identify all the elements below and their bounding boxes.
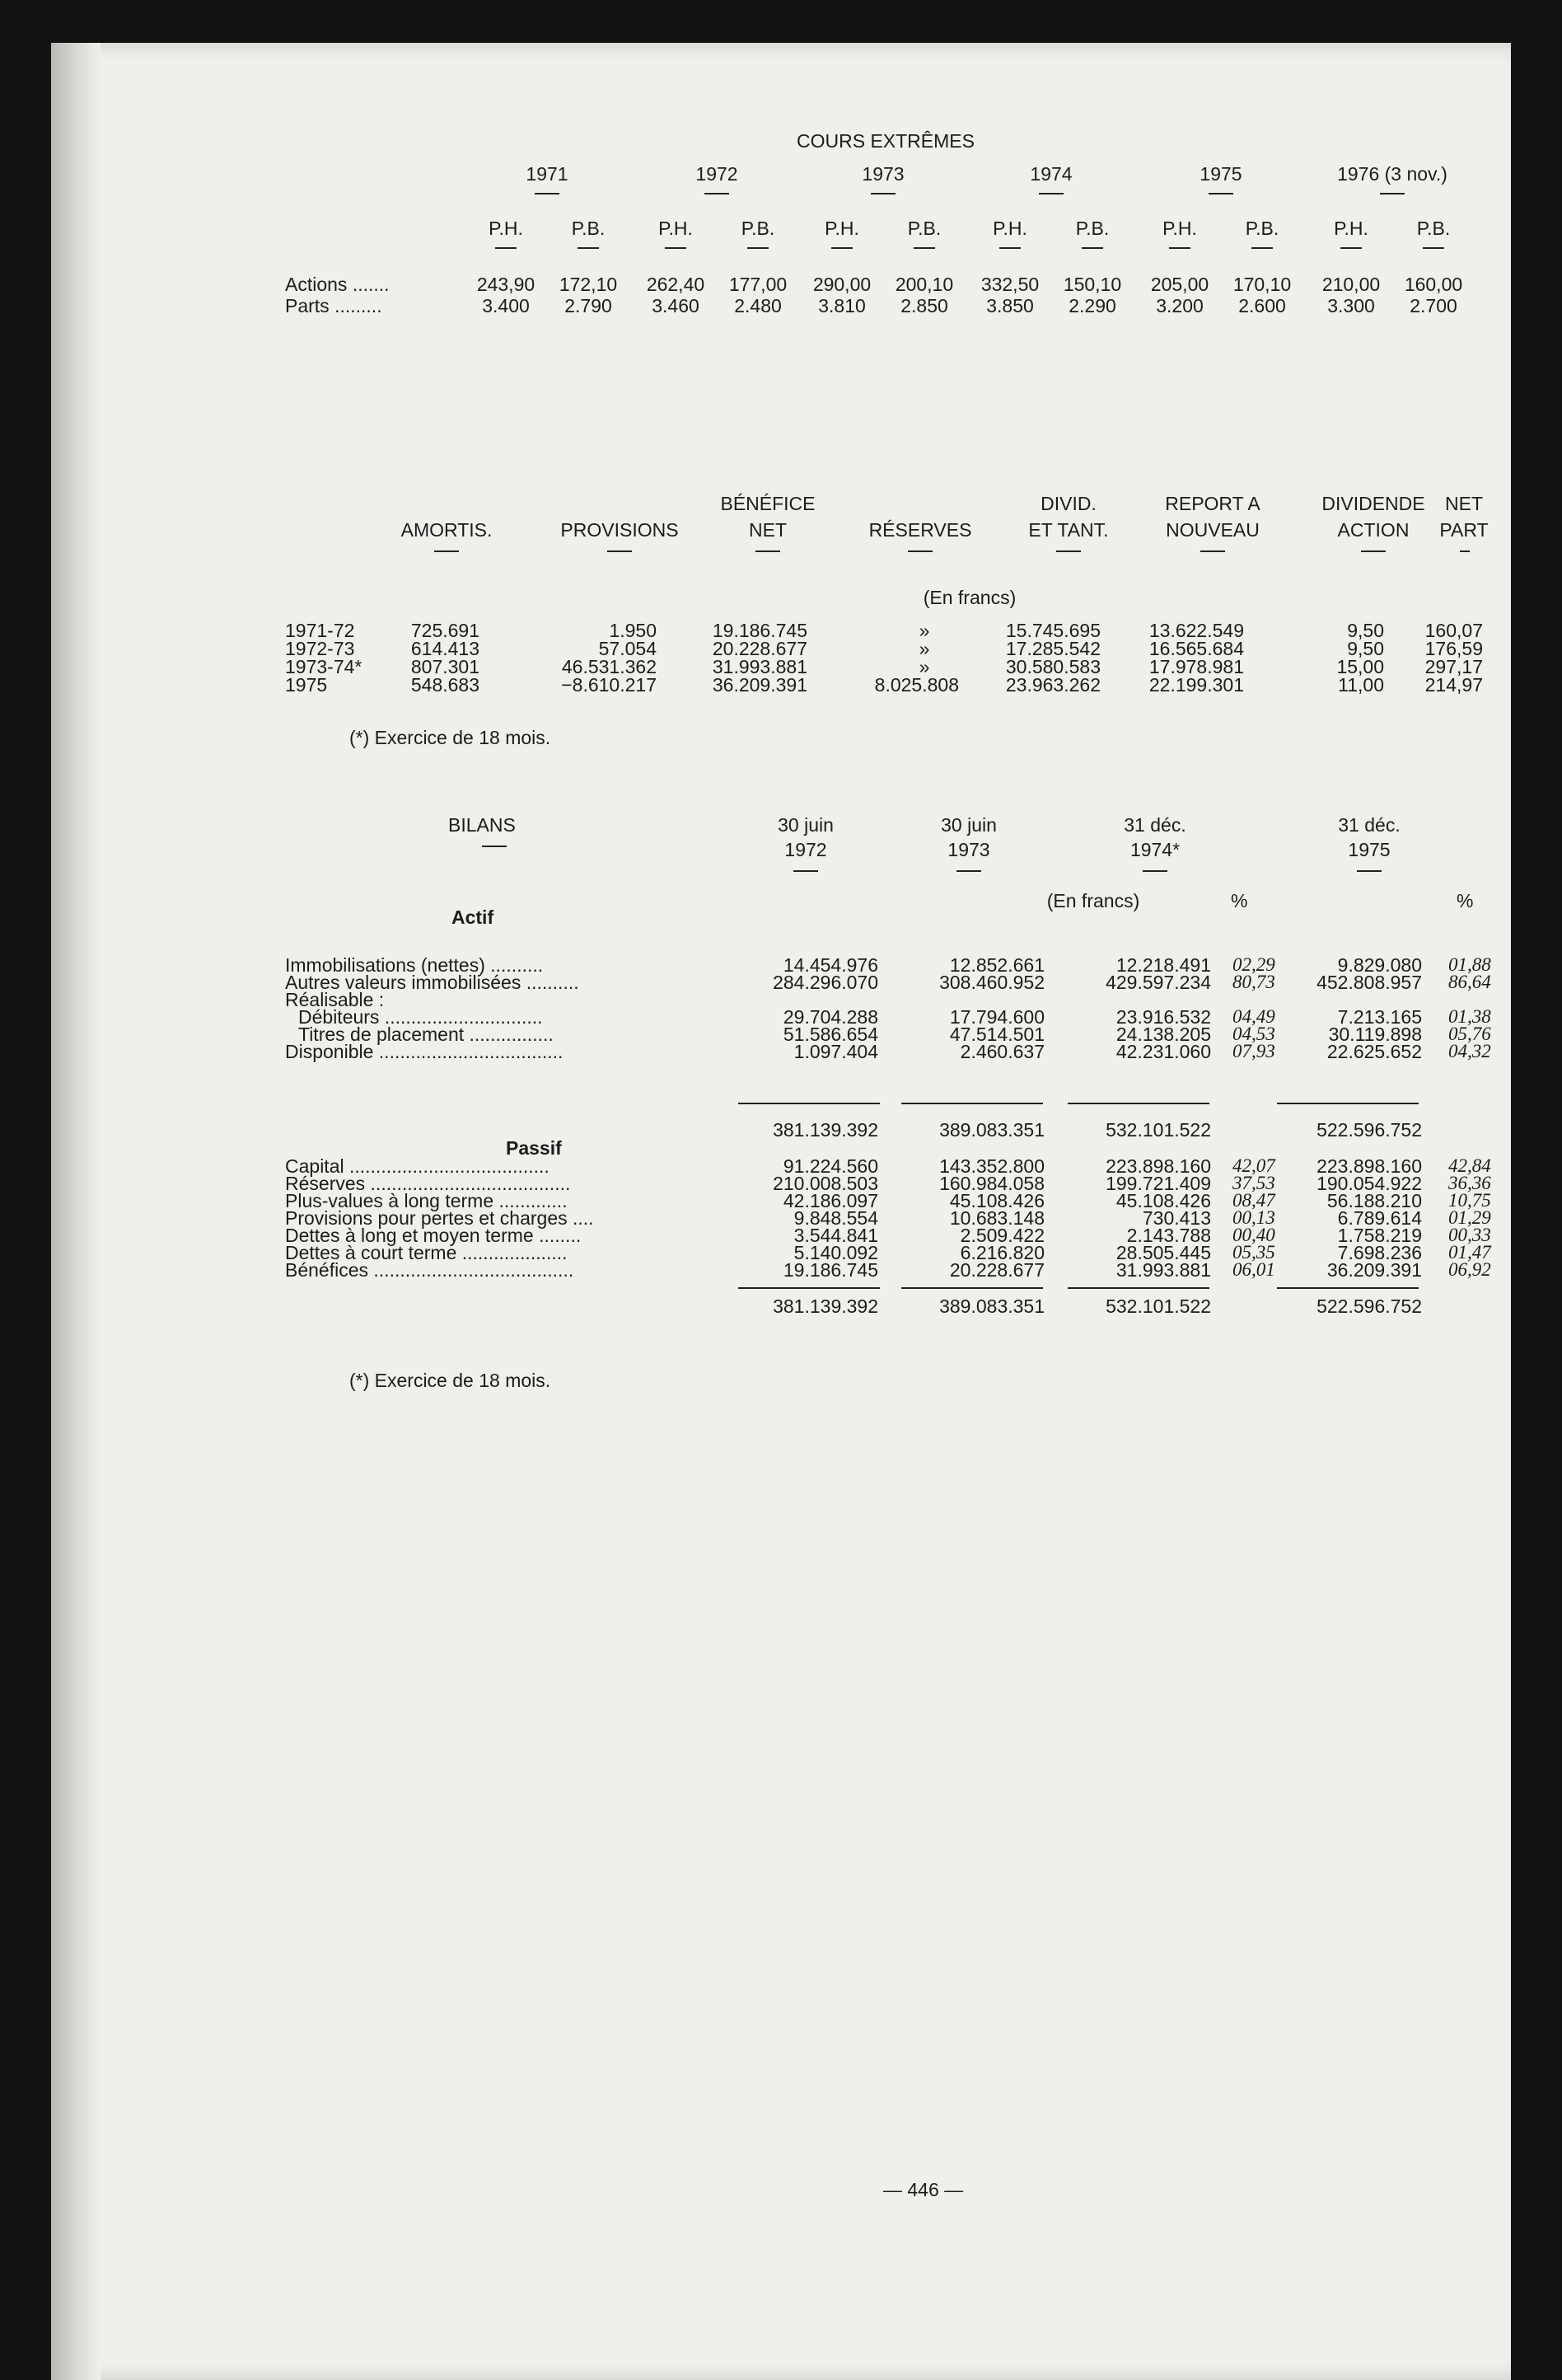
passif-percent: 42,84 xyxy=(1448,1155,1491,1176)
total-rule xyxy=(901,1287,1043,1289)
passif-value: 9.848.554 xyxy=(793,1207,878,1229)
bilans-col-year: 1974* xyxy=(1129,839,1181,860)
header-report-nouveau: NOUVEAU xyxy=(1166,519,1260,541)
passif-percent: 05,35 xyxy=(1232,1242,1275,1263)
cours-year: 1971 xyxy=(526,163,568,185)
bilans-title: BILANS xyxy=(448,814,516,836)
cours-cell: 3.850 xyxy=(986,295,1034,316)
results-cell-action: 9,50 xyxy=(1347,638,1384,659)
results-year: 1971-72 xyxy=(285,620,355,641)
bilans-col-year: 1972 xyxy=(784,839,827,860)
cours-cell: 177,00 xyxy=(728,274,788,295)
cours-cell: 3.460 xyxy=(652,295,699,316)
cours-row-label: Parts ......... xyxy=(285,295,382,316)
passif-label: Dettes à court terme .................... xyxy=(285,1242,568,1263)
header-benefice-net: NET xyxy=(749,519,787,541)
passif-percent: 10,75 xyxy=(1448,1190,1491,1211)
passif-value: 19.186.745 xyxy=(783,1259,878,1281)
cours-ph-dash xyxy=(999,247,1021,249)
header-dash xyxy=(793,870,818,872)
total-rule xyxy=(1277,1287,1419,1289)
cours-pb-header: P.B. xyxy=(571,218,606,239)
cours-year: 1973 xyxy=(862,163,905,185)
actif-total: 522.596.752 xyxy=(1316,1119,1422,1141)
cours-ph-dash xyxy=(831,247,853,249)
actif-label: Réalisable : xyxy=(285,989,385,1010)
results-year: 1972-73 xyxy=(285,638,355,659)
cours-pb-dash xyxy=(914,247,935,249)
bilans-col-year: 1973 xyxy=(947,839,990,860)
passif-percent: 00,33 xyxy=(1448,1225,1491,1245)
actif-value: 284.296.070 xyxy=(773,972,878,993)
passif-value: 10.683.148 xyxy=(949,1207,1045,1229)
cours-cell: 290,00 xyxy=(812,274,872,295)
actif-label: Titres de placement ................ xyxy=(298,1024,554,1045)
results-cell-divid: 23.963.262 xyxy=(1005,674,1101,696)
header-dash xyxy=(1357,870,1382,872)
cours-year: 1976 (3 nov.) xyxy=(1337,163,1447,185)
results-cell-benefice: 36.209.391 xyxy=(712,674,807,696)
results-cell-reserves: » xyxy=(919,638,930,659)
bilans-col-date: 31 déc. xyxy=(1124,814,1186,836)
results-cell-benefice: 19.186.745 xyxy=(712,620,807,641)
passif-percent: 08,47 xyxy=(1232,1190,1275,1211)
actif-value: 17.794.600 xyxy=(949,1006,1045,1028)
header-dash xyxy=(1143,870,1167,872)
actif-percent: 04,53 xyxy=(1232,1024,1275,1044)
passif-label: Réserves ...................................... xyxy=(285,1173,571,1194)
cours-ph-dash xyxy=(665,247,686,249)
cours-pb-dash xyxy=(1423,247,1444,249)
header-benefice: BÉNÉFICE xyxy=(720,493,816,514)
cours-ph-header: P.H. xyxy=(489,218,523,239)
cours-pb-header: P.B. xyxy=(1075,218,1110,239)
passif-value: 199.721.409 xyxy=(1106,1173,1211,1194)
cours-cell: 2.850 xyxy=(900,295,948,316)
cours-pb-dash xyxy=(1251,247,1273,249)
actif-value: 22.625.652 xyxy=(1326,1041,1422,1062)
actif-label: Débiteurs .............................. xyxy=(298,1006,543,1028)
total-rule xyxy=(1277,1103,1419,1104)
passif-percent: 37,53 xyxy=(1232,1173,1275,1193)
actif-percent: 01,38 xyxy=(1448,1006,1491,1027)
passif-label: Plus-values à long terme ............. xyxy=(285,1190,568,1211)
actif-value: 23.916.532 xyxy=(1115,1006,1211,1028)
cours-cell: 205,00 xyxy=(1150,274,1209,295)
results-cell-part: 214,97 xyxy=(1424,674,1483,696)
passif-percent: 36,36 xyxy=(1448,1173,1491,1193)
results-footnote: (*) Exercice de 18 mois. xyxy=(349,727,551,748)
cours-pb-dash xyxy=(1082,247,1103,249)
results-cell-benefice: 31.993.881 xyxy=(712,656,807,677)
passif-value: 7.698.236 xyxy=(1337,1242,1422,1263)
passif-value: 45.108.426 xyxy=(1115,1190,1211,1211)
header-dividende: DIVIDENDE xyxy=(1321,493,1425,514)
results-cell-action: 9,50 xyxy=(1347,620,1384,641)
results-cell-amortis: 614.413 xyxy=(410,638,479,659)
passif-label: Capital ...................................... xyxy=(285,1155,550,1177)
cours-pb-header: P.B. xyxy=(741,218,775,239)
passif-value: 143.352.800 xyxy=(939,1155,1045,1177)
actif-value: 429.597.234 xyxy=(1106,972,1211,993)
results-cell-divid: 15.745.695 xyxy=(1005,620,1101,641)
header-dash xyxy=(755,550,780,552)
passif-value: 210.008.503 xyxy=(773,1173,878,1194)
passif-value: 5.140.092 xyxy=(793,1242,878,1263)
cours-year-dash xyxy=(1039,193,1064,194)
actif-title: Actif xyxy=(451,907,494,928)
passif-label: Bénéfices ...................................... xyxy=(285,1259,574,1281)
passif-value: 2.143.788 xyxy=(1126,1225,1211,1246)
header-dash xyxy=(1200,550,1225,552)
cours-cell: 2.480 xyxy=(734,295,782,316)
actif-value: 51.586.654 xyxy=(783,1024,878,1045)
passif-value: 45.108.426 xyxy=(949,1190,1045,1211)
actif-percent: 80,73 xyxy=(1232,972,1275,992)
cours-cell: 150,10 xyxy=(1063,274,1122,295)
actif-value: 1.097.404 xyxy=(793,1041,878,1062)
passif-percent: 01,29 xyxy=(1448,1207,1491,1228)
actif-value: 452.808.957 xyxy=(1316,972,1422,993)
actif-value: 12.852.661 xyxy=(949,954,1045,976)
header-dash xyxy=(482,846,507,847)
results-cell-amortis: 548.683 xyxy=(410,674,479,696)
cours-year-dash xyxy=(704,193,729,194)
actif-percent: 04,49 xyxy=(1232,1006,1275,1027)
passif-percent: 00,13 xyxy=(1232,1207,1275,1228)
header-dash xyxy=(434,550,459,552)
passif-title: Passif xyxy=(506,1137,562,1159)
passif-value: 223.898.160 xyxy=(1106,1155,1211,1177)
cours-year: 1975 xyxy=(1200,163,1242,185)
pct-header: % xyxy=(1231,890,1248,911)
cours-cell: 172,10 xyxy=(559,274,618,295)
cours-year-dash xyxy=(1209,193,1233,194)
cours-ph-header: P.H. xyxy=(1162,218,1197,239)
passif-value: 190.054.922 xyxy=(1316,1173,1422,1194)
binding-shadow xyxy=(51,43,101,2380)
cours-ph-header: P.H. xyxy=(658,218,693,239)
results-cell-amortis: 807.301 xyxy=(410,656,479,677)
results-cell-provisions: 46.531.362 xyxy=(561,656,657,677)
cours-row-label: Actions ....... xyxy=(285,274,390,295)
header-dash xyxy=(1361,550,1386,552)
actif-value: 47.514.501 xyxy=(949,1024,1045,1045)
actif-value: 2.460.637 xyxy=(960,1041,1045,1062)
actif-percent: 01,88 xyxy=(1448,954,1491,975)
bilans-units: (En francs) xyxy=(1046,890,1140,911)
passif-total: 532.101.522 xyxy=(1106,1295,1211,1317)
cours-cell: 200,10 xyxy=(895,274,954,295)
passif-total: 381.139.392 xyxy=(773,1295,878,1317)
actif-total: 389.083.351 xyxy=(939,1119,1045,1141)
passif-value: 20.228.677 xyxy=(949,1259,1045,1281)
cours-cell: 210,00 xyxy=(1321,274,1381,295)
results-cell-part: 176,59 xyxy=(1424,638,1483,659)
cours-year-dash xyxy=(1380,193,1405,194)
actif-value: 30.119.898 xyxy=(1328,1024,1422,1045)
results-cell-divid: 17.285.542 xyxy=(1005,638,1101,659)
results-cell-report: 13.622.549 xyxy=(1148,620,1244,641)
actif-value: 42.231.060 xyxy=(1115,1041,1211,1062)
header-dash xyxy=(908,550,933,552)
cours-cell: 160,00 xyxy=(1404,274,1463,295)
cours-year-dash xyxy=(535,193,559,194)
cours-ph-header: P.H. xyxy=(825,218,859,239)
results-cell-provisions: 1.950 xyxy=(609,620,657,641)
results-cell-report: 22.199.301 xyxy=(1148,674,1244,696)
actif-value: 12.218.491 xyxy=(1115,954,1211,976)
total-rule xyxy=(738,1287,880,1289)
passif-percent: 06,01 xyxy=(1232,1259,1275,1280)
cours-cell: 3.300 xyxy=(1327,295,1375,316)
cours-cell: 2.600 xyxy=(1238,295,1286,316)
cours-cell: 170,10 xyxy=(1232,274,1292,295)
document-page xyxy=(51,43,1511,2380)
total-rule xyxy=(1068,1287,1209,1289)
passif-value: 2.509.422 xyxy=(960,1225,1045,1246)
header-dash xyxy=(956,870,981,872)
passif-value: 36.209.391 xyxy=(1326,1259,1422,1281)
cours-pb-dash xyxy=(747,247,769,249)
actif-value: 24.138.205 xyxy=(1115,1024,1211,1045)
bilans-col-date: 30 juin xyxy=(941,814,997,836)
results-cell-reserves: » xyxy=(919,620,930,641)
passif-percent: 06,92 xyxy=(1448,1259,1491,1280)
results-cell-divid: 30.580.583 xyxy=(1005,656,1101,677)
passif-value: 730.413 xyxy=(1142,1207,1211,1229)
passif-label: Provisions pour pertes et charges .... xyxy=(285,1207,594,1229)
passif-value: 223.898.160 xyxy=(1316,1155,1422,1177)
bilans-col-date: 31 déc. xyxy=(1338,814,1401,836)
cours-ph-header: P.H. xyxy=(1334,218,1368,239)
passif-value: 42.186.097 xyxy=(783,1190,878,1211)
cours-cell: 332,50 xyxy=(980,274,1040,295)
results-cell-part: 160,07 xyxy=(1424,620,1483,641)
header-report: REPORT A xyxy=(1165,493,1260,514)
units-label: (En francs) xyxy=(923,587,1017,608)
passif-percent: 42,07 xyxy=(1232,1155,1275,1176)
header-reserves: RÉSERVES xyxy=(868,519,972,541)
header-provisions: PROVISIONS xyxy=(560,519,679,541)
total-rule xyxy=(901,1103,1043,1104)
passif-value: 6.789.614 xyxy=(1337,1207,1422,1229)
cours-ph-dash xyxy=(1169,247,1190,249)
header-net-part: PART xyxy=(1439,519,1489,541)
bilans-footnote: (*) Exercice de 18 mois. xyxy=(349,1370,551,1391)
actif-percent: 02,29 xyxy=(1232,954,1275,975)
page-number: — 446 — xyxy=(883,2179,964,2200)
cours-cell: 2.700 xyxy=(1410,295,1457,316)
passif-value: 91.224.560 xyxy=(783,1155,878,1177)
passif-value: 31.993.881 xyxy=(1115,1259,1211,1281)
cours-ph-dash xyxy=(495,247,517,249)
actif-total: 381.139.392 xyxy=(773,1119,878,1141)
cours-year: 1974 xyxy=(1030,163,1073,185)
cours-year-dash xyxy=(871,193,896,194)
cours-cell: 262,40 xyxy=(646,274,705,295)
cours-title: COURS EXTRÊMES xyxy=(797,130,975,152)
results-cell-amortis: 725.691 xyxy=(410,620,479,641)
results-year: 1973-74* xyxy=(285,656,362,677)
header-divid-tant: ET TANT. xyxy=(1028,519,1109,541)
results-cell-report: 17.978.981 xyxy=(1148,656,1244,677)
cours-ph-dash xyxy=(1340,247,1362,249)
cours-pb-header: P.B. xyxy=(907,218,942,239)
cours-cell: 3.200 xyxy=(1156,295,1204,316)
cours-pb-header: P.B. xyxy=(1416,218,1451,239)
actif-value: 29.704.288 xyxy=(783,1006,878,1028)
passif-value: 56.188.210 xyxy=(1326,1190,1422,1211)
actif-value: 308.460.952 xyxy=(939,972,1045,993)
passif-total: 522.596.752 xyxy=(1316,1295,1422,1317)
cours-cell: 3.400 xyxy=(482,295,530,316)
actif-value: 7.213.165 xyxy=(1337,1006,1422,1028)
results-cell-action: 15,00 xyxy=(1336,656,1384,677)
passif-percent: 00,40 xyxy=(1232,1225,1275,1245)
header-dash xyxy=(1460,550,1470,552)
cours-pb-dash xyxy=(578,247,599,249)
results-cell-provisions: −8.610.217 xyxy=(561,674,657,696)
results-cell-action: 11,00 xyxy=(1338,674,1384,696)
cours-ph-header: P.H. xyxy=(993,218,1027,239)
pct-header: % xyxy=(1457,890,1474,911)
passif-percent: 01,47 xyxy=(1448,1242,1491,1263)
actif-percent: 07,93 xyxy=(1232,1041,1275,1061)
header-dividende-action: ACTION xyxy=(1337,519,1410,541)
header-dash xyxy=(607,550,632,552)
cours-cell: 2.790 xyxy=(564,295,612,316)
passif-value: 6.216.820 xyxy=(960,1242,1045,1263)
actif-label: Disponible ................................... xyxy=(285,1041,564,1062)
cours-cell: 2.290 xyxy=(1069,295,1116,316)
results-cell-reserves: » xyxy=(919,656,930,677)
header-net: NET xyxy=(1445,493,1483,514)
passif-total: 389.083.351 xyxy=(939,1295,1045,1317)
results-cell-provisions: 57.054 xyxy=(598,638,657,659)
header-dash xyxy=(1056,550,1081,552)
header-divid: DIVID. xyxy=(1041,493,1097,514)
actif-label: Immobilisations (nettes) .......... xyxy=(285,954,544,976)
results-cell-benefice: 20.228.677 xyxy=(712,638,807,659)
passif-value: 28.505.445 xyxy=(1115,1242,1211,1263)
header-amortis: AMORTIS. xyxy=(400,519,493,541)
passif-value: 160.984.058 xyxy=(939,1173,1045,1194)
actif-percent: 05,76 xyxy=(1448,1024,1491,1044)
total-rule xyxy=(1068,1103,1209,1104)
results-cell-report: 16.565.684 xyxy=(1148,638,1244,659)
cours-cell: 243,90 xyxy=(476,274,535,295)
actif-label: Autres valeurs immobilisées .......... xyxy=(285,972,579,993)
bilans-col-year: 1975 xyxy=(1348,839,1391,860)
bilans-col-date: 30 juin xyxy=(778,814,834,836)
passif-value: 1.758.219 xyxy=(1337,1225,1422,1246)
results-cell-reserves: 8.025.808 xyxy=(874,674,959,696)
cours-cell: 3.810 xyxy=(818,295,866,316)
actif-total: 532.101.522 xyxy=(1106,1119,1211,1141)
actif-value: 14.454.976 xyxy=(783,954,878,976)
passif-label: Dettes à long et moyen terme ........ xyxy=(285,1225,582,1246)
cours-year: 1972 xyxy=(695,163,738,185)
total-rule xyxy=(738,1103,880,1104)
actif-percent: 86,64 xyxy=(1448,972,1491,992)
results-cell-part: 297,17 xyxy=(1424,656,1483,677)
results-year: 1975 xyxy=(285,674,328,696)
actif-percent: 04,32 xyxy=(1448,1041,1491,1061)
actif-value: 9.829.080 xyxy=(1337,954,1422,976)
cours-pb-header: P.B. xyxy=(1245,218,1279,239)
passif-value: 3.544.841 xyxy=(793,1225,878,1246)
